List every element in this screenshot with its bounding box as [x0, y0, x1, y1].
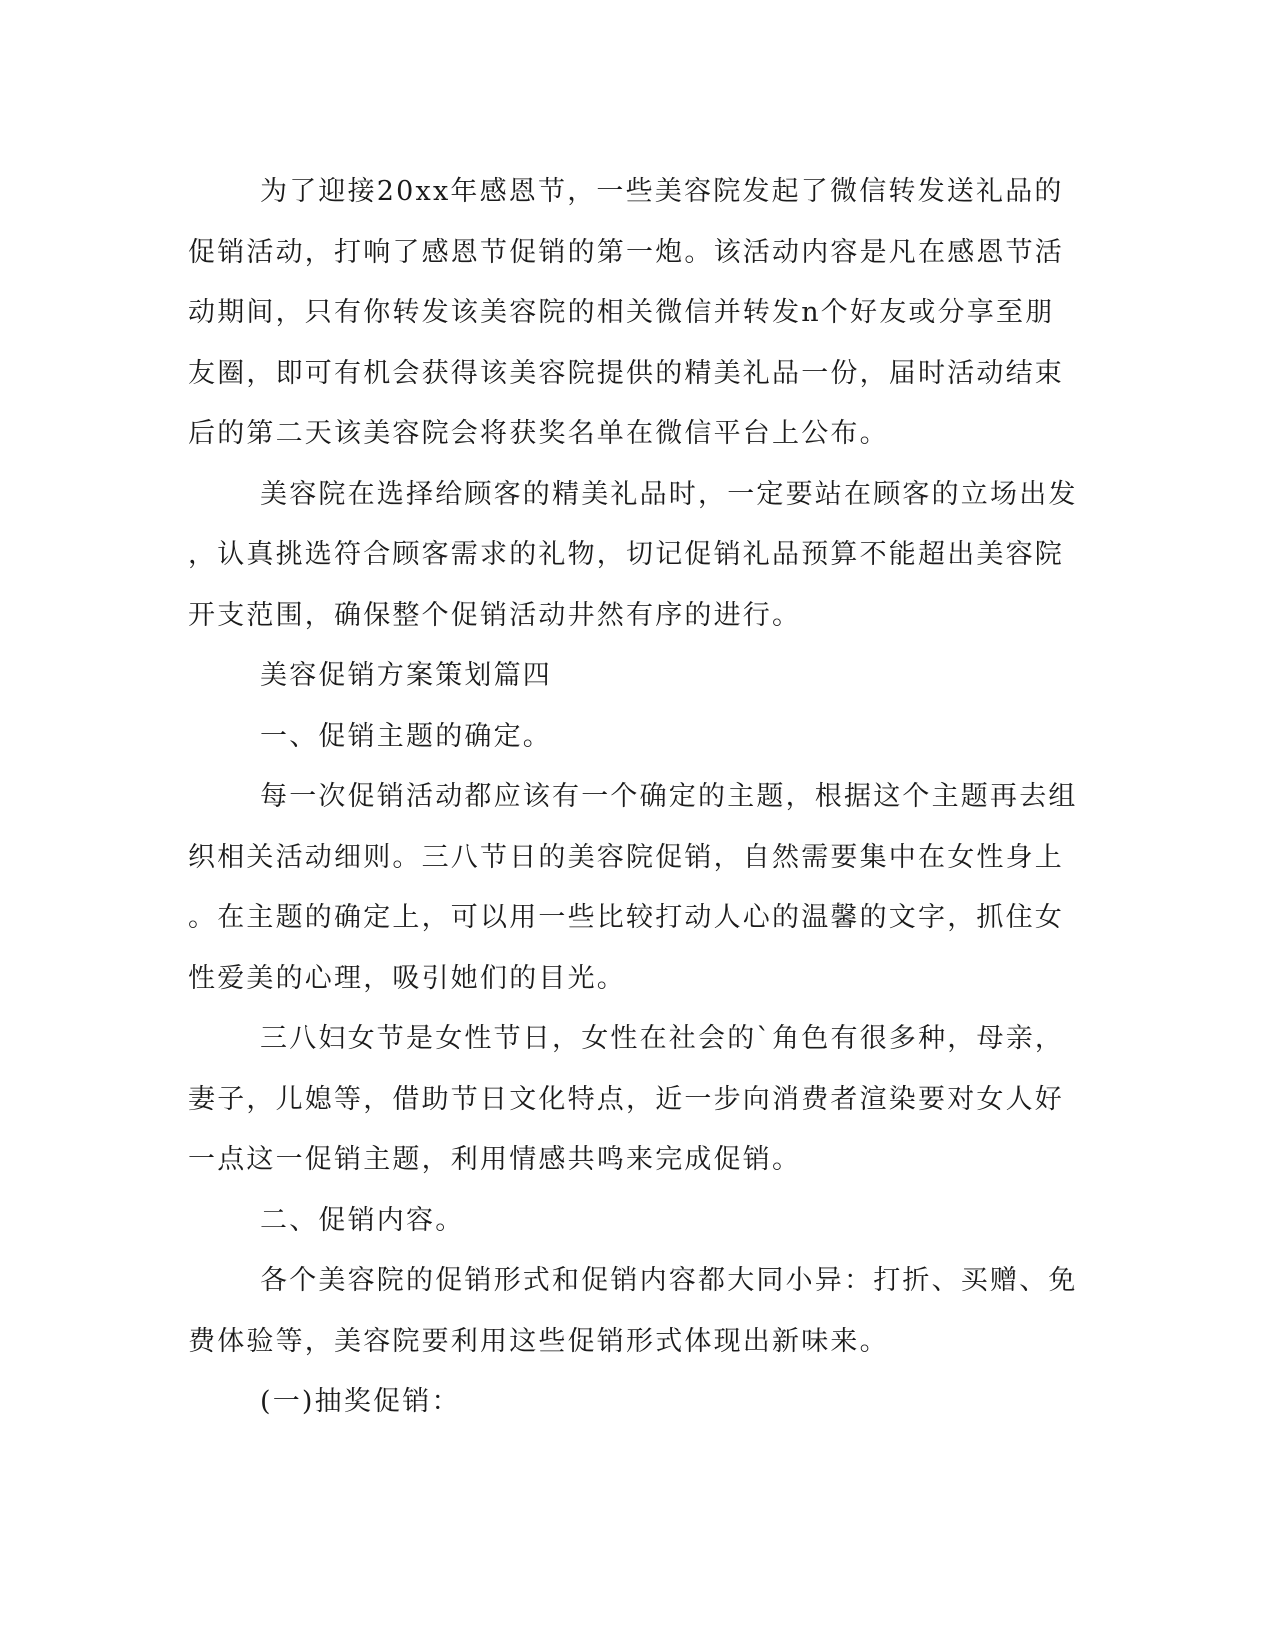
text-line: 一点这一促销主题，利用情感共鸣来完成促销。	[188, 1144, 802, 1175]
text-line: 为了迎接20xx年感恩节，一些美容院发起了微信转发送礼品的	[260, 176, 1064, 207]
text-line: 。在主题的确定上，可以用一些比较打动人心的温馨的文字，抓住女	[188, 902, 1064, 933]
text-line: 三八妇女节是女性节日，女性在社会的`角色有很多种，母亲，	[260, 1023, 1065, 1054]
subsection-heading: 二、促销内容。	[260, 1204, 465, 1236]
document-body	[188, 162, 1078, 1433]
text-line: 妻子，儿媳等，借助节日文化特点，近一步向消费者渲染要对女人好	[188, 1083, 1064, 1115]
list-heading: (一)抽奖促销：	[260, 1386, 461, 1417]
text-line: 动期间，只有你转发该美容院的相关微信并转发n个好友或分享至朋	[188, 297, 1055, 328]
text-line: 费体验等，美容院要利用这些促销形式体现出新味来。	[188, 1325, 889, 1357]
section-heading: 美容促销方案策划篇四	[260, 660, 552, 691]
text-line: 性爱美的心理，吸引她们的目光。	[188, 962, 626, 994]
subsection-heading: 一、促销主题的确定。	[260, 720, 552, 752]
text-line: 各个美容院的促销形式和促销内容都大同小异：打折、买赠、免	[260, 1265, 1078, 1296]
text-line: 每一次促销活动都应该有一个确定的主题，根据这个主题再去组	[260, 781, 1078, 812]
text-line: 美容院在选择给顾客的精美礼品时，一定要站在顾客的立场出发	[260, 478, 1078, 510]
text-line: 后的第二天该美容院会将获奖名单在微信平台上公布。	[188, 418, 889, 449]
text-line: ，认真挑选符合顾客需求的礼物，切记促销礼品预算不能超出美容院	[188, 539, 1064, 570]
text-line: 友圈，即可有机会获得该美容院提供的精美礼品一份，届时活动结束	[188, 357, 1064, 389]
text-line: 开支范围，确保整个促销活动井然有序的进行。	[188, 599, 802, 631]
text-line: 促销活动，打响了感恩节促销的第一炮。该活动内容是凡在感恩节活	[188, 236, 1064, 268]
text-line: 织相关活动细则。三八节日的美容院促销，自然需要集中在女性身上	[188, 841, 1064, 873]
